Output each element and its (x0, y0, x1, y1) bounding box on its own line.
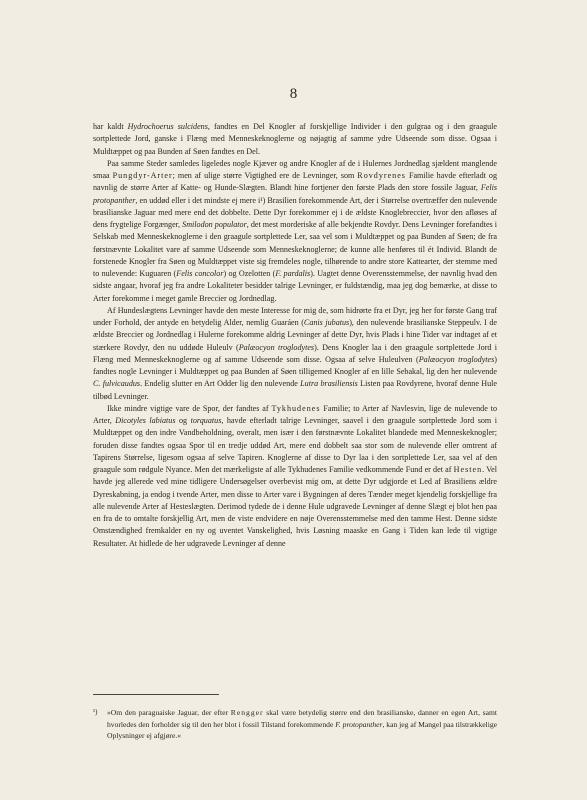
text-run: , havde efterladt talrige Levninger, saavel i den graagule sortplettede Jord som i Muldtæppet og den indre Vandbeholdning, overalt, men især i den førstnævnte Lokalitet blandede med Menneskeknogler; foruden disse fandtes ogsaa Spor til en tredje uddød Art, mere end dobbelt saa stor som de nulevende eller omtrent af Tapirens Størrelse, ligesom ogsaa af selve Tapiren. Knoglerne af disse to Dyr laa i den sortplettede Ler, saa vel af den graagule som rødgule Nyance. Men det mærkeligste af alle Tykhudenes Familie vedkommende Fund er det af (93, 416, 497, 474)
spaced-term: Tykhudenes (271, 403, 321, 413)
paragraph (93, 403, 497, 550)
text-run: ) og Ozelotten ( (223, 269, 276, 278)
text-run: ). Dens Knogler laa i den graagule sortplettede Jord i Flæng med Menneskeknoglerne og af samme Udseende som disse. Ogsaa af selve Huleulven ( (93, 342, 498, 364)
text-run: . Endelig slutter en Art Odder lig den nulevende (140, 379, 301, 389)
text-run: »Om den paraguaiske Jaguar, der efter (107, 708, 231, 717)
text-run: ; men af ulige større Vigtighed ere de Levninger, som (172, 171, 358, 180)
paragraph (93, 121, 497, 158)
paragraph (93, 305, 497, 403)
footnote (93, 707, 497, 742)
text-run: , en uddød eller i det mindste ej mere i¹) Brasilien forekommende Art, der i Størrelse overtræffer den nulevende brasilianske Jaguar med mere end det dobbelte. Dette Dyr forekommer ej i de ældste Knoglebreccier, hvor den afløses af dens frygtelige Forgænger, (93, 195, 497, 229)
italic-term: C. fulvicaudus (93, 379, 141, 389)
page-number: 8 (289, 86, 298, 102)
text-run: Af Hundeslægtens Levninger havde den meste Interesse for mig de, som hidrørte fra et Dyr, jeg her for første Gang traf under Forhold, der antyde en betydelig Alder, nemlig Guaráen ( (93, 305, 497, 327)
text-run: skal være betydelig større end den brasilianske, danner en egen Art, samt hvorledes den forholder sig til den her blot i fossil Tilstand forekommende (107, 708, 497, 729)
text-run: , det mest morderiske af alle bekjendte Rovdyr. Dens Levninger forefandtes i Selskab med Menneskeknoglerne i den graagule sortplettede Ler, saa vel som i Muldtæppet og paa Bunden af Søen; de fra førstnævnte Lokalitet vare af samme Udseende som Menneskeknoglerne; de kunne alle henføres til ét Individ. Blandt de forstenede Knogler fra Søen og Muldtæppet viste sig fremdeles nogle, tilhørende to andre store Kattearter, der stemme med to nulevende: Kuguaren ( (93, 220, 498, 278)
text-run: ), den nulevende brasilianske Steppeulv. I de ældste Breccier og Jordnedlag i Hulerne forekomme aldrig Levninger af dette Dyr, hvis Plads i hine Tider var indtaget af et stærkere Rovdyr, den nu uddøde Huleulv ( (93, 318, 497, 352)
text-run: ) fandtes nogle Levninger i Muldtæppet og paa Bunden af Søen tilligemed Knogler af en lille Sebakal, lig den her nulevende (93, 354, 497, 376)
footnote-text (93, 707, 497, 742)
text-run: Ikke mindre vigtige vare de Spor, der fandtes af (107, 403, 272, 413)
footnote-marker: ¹) (93, 708, 98, 716)
body-text (93, 121, 497, 550)
text-run: Familie; to Arter af Navlesvin, lige de nulevende to Arter, (93, 403, 497, 425)
italic-term: Felis protopanther (93, 183, 497, 205)
italic-term: Hydrochoerus sulcidens (127, 122, 208, 131)
spaced-term: Rengger (230, 708, 264, 717)
text-run: Paa samme Steder samledes ligeledes nogle Kjæver og andre Knogler af de i Hulernes Jordnedlag sjældent manglende smaa (93, 158, 497, 180)
text-run: ). Uagtet denne Overensstemmelse, der navnlig hvad den sidste angaar, hvoraf jeg fra andre Lokaliteter besidder talrige Levninger, er fuldstændig, maa jeg dog bemærke, at disse to Arter forekomme i meget gamle Breccier og Jordnedlag. (93, 269, 497, 303)
italic-term: torquatus (190, 416, 222, 425)
spaced-term: Rovdyrenes (357, 171, 406, 180)
italic-term: Felis concolor (176, 269, 224, 278)
italic-term: Canis jubatus (303, 318, 350, 327)
italic-term: Palæocyon troglodytes (418, 354, 495, 364)
italic-term: Smilodon populator (182, 220, 247, 229)
italic-term: F. pardalis (275, 269, 311, 278)
text-run: har kaldt (93, 122, 128, 131)
italic-term: Dicotyles labiatus (115, 416, 176, 425)
text-run: og (175, 416, 191, 425)
text-run: , kan jeg af Mangel paa tilstrækkelige Oplysninger ej afgjøre.« (107, 719, 497, 741)
text-run: Listen paa Rovdyrene, hvoraf denne Hule tilbød Levninger. (93, 379, 497, 401)
text-run: . Vel havde jeg allerede ved mine tidligere Undersøgelser overbevist mig om, at dette Dyr udgjorde et Led af Brasiliens ældre Dyreskabning, ja endog i tvende Arter, men disse to Arter vare i Bygningen af deres Tænder meget kjendelig forskjellige fra alle nulevende Arter af Hesteslægten. Derimod tydede de i denne Hule udgravede Levninger af denne Slægt ej blot hen paa en fra de to omtalte forskjellig Art, men de viste endvidere en nøje Overensstemmelse med den tamme Hest. Denne sidste Omstændighed fremkalder en ny og uventet Vanskelighed, hvis Løsning maaske en Gang i Tiden kan lede til vigtige Resultater. At hidlede de her udgravede Levninger af denne (93, 465, 497, 548)
text-run: Familie havde efterladt og navnlig de større Arter af Katte- og Hunde-Slægten. Blandt hine fortjener den første Plads den store fossile Jaguar, (93, 171, 498, 193)
footnote-divider (93, 694, 219, 695)
italic-term: Palæocyon troglodytes (238, 342, 315, 352)
italic-term: Lutra brasiliensis (300, 379, 358, 389)
spaced-term: Pungdyr-Arter (112, 171, 173, 180)
text-run: , fandtes en Del Knogler af forskjellige Individer i den gulgraa og i den graagule sortplettede Jord, ganske i Flæng med Menneskeknoglerne og nøjagtig af samme ydre Udseende som disse. Ogsaa i Muldtæppet og paa Bunden af Søen fandtes en Del. (93, 122, 498, 156)
italic-term: F. protopanther (335, 719, 383, 729)
paragraph (93, 158, 497, 305)
spaced-term: Hesten (453, 465, 483, 474)
